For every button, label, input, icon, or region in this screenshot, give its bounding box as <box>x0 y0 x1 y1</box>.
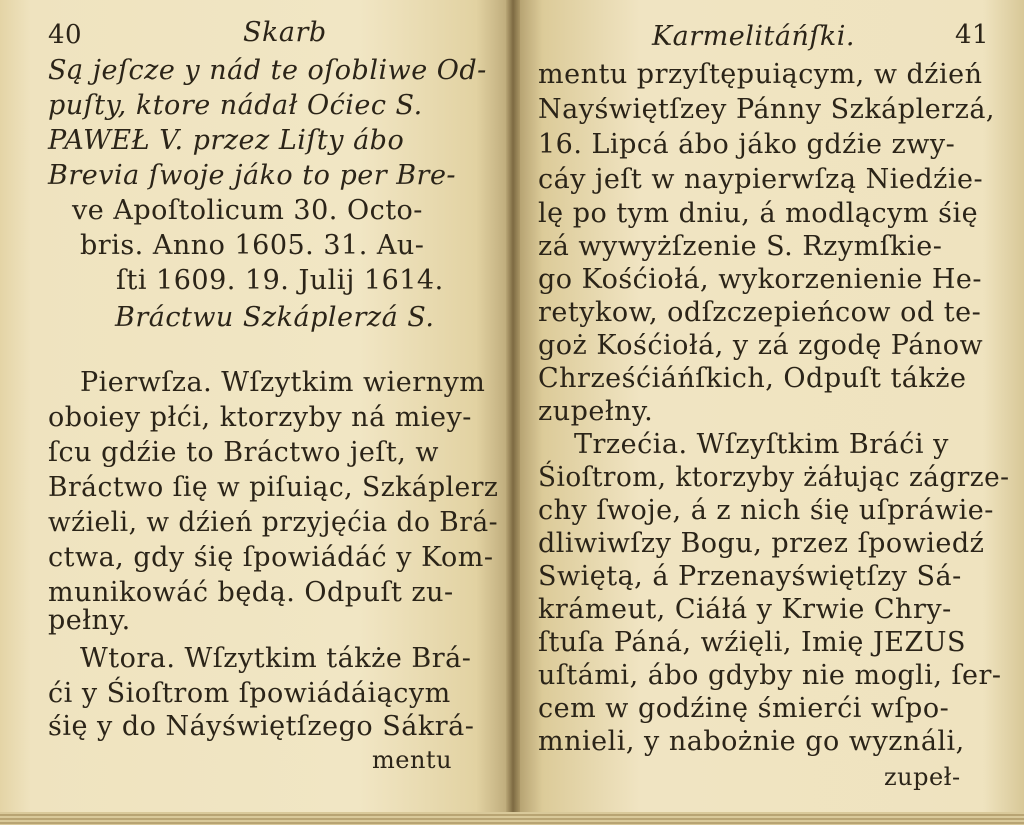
text-line: dliwiwſzy Bogu, przez ſpowiedź <box>538 528 985 559</box>
text-line: munikowáć będą. Odpuſt zu- <box>48 577 454 608</box>
running-head: Skarb <box>243 17 327 48</box>
page-number: 40 <box>48 20 83 50</box>
text-line: pełny. <box>48 605 131 636</box>
text-line: cem w godźinę śmierći wſpo- <box>538 693 950 724</box>
text-line: ſtuſa Páná, wźięli, Imię JEZUS <box>538 627 967 658</box>
text-line: retykow, odſzczepieńcow od te- <box>538 297 982 328</box>
running-head: Karmelitáńſki. <box>652 21 855 52</box>
text-line: wźieli, w dźień przyjęćia do Brá- <box>48 507 499 538</box>
text-line: Są jeſcze y nád te oſobliwe Od- <box>48 55 487 86</box>
section-heading: Bráctwu Szkáplerzá S. <box>115 302 435 333</box>
text-line: ći y Śioſtrom ſpowiádáiącym <box>48 678 451 709</box>
text-line: cáy jeſt w naypierwſzą Niedźie- <box>538 164 984 195</box>
text-line: 16. Lipcá ábo jáko gdźie zwy- <box>538 129 956 160</box>
text-line: Trzećia. Wſzyſtkim Bráći y <box>574 429 949 460</box>
text-line: oboiey płći, ktorzyby ná miey- <box>48 402 472 433</box>
text-line: Nayświętſzey Pánny Szkáplerzá, <box>538 94 995 125</box>
text-line: śię y do Náyświętſzego Sákrá- <box>48 711 475 742</box>
text-line: Śioſtrom, ktorzyby żáłując zágrze- <box>538 462 1010 493</box>
text-line: zupełny. <box>538 396 654 427</box>
text-line: Pierwſza. Wſzytkim wiernym <box>80 367 486 398</box>
text-line: Bráctwo ſię w piſuiąc, Szkáplerz <box>48 472 499 503</box>
text-line: Wtora. Wſzytkim tákże Brá- <box>80 643 472 674</box>
book-gutter <box>506 0 520 825</box>
text-line: mentu przyſtępuiącym, w dźień <box>538 59 983 90</box>
text-line: krámeut, Ciáłá y Krwie Chry- <box>538 594 952 625</box>
text-line: PAWEŁ V. przez Liſty ábo <box>48 125 405 156</box>
page-number: 41 <box>955 20 990 50</box>
catchword: mentu <box>372 746 453 774</box>
text-line: go Kośćiołá, wykorzenienie He- <box>538 264 983 295</box>
catchword: zupeł- <box>884 763 961 791</box>
text-line: ſcu gdźie to Bráctwo jeſt, w <box>48 437 439 468</box>
text-line: puſty, ktore nádał Oćiec S. <box>48 90 423 121</box>
text-line: ctwa, gdy śię ſpowiádáć y Kom- <box>48 542 494 573</box>
text-line: bris. Anno 1605. 31. Au- <box>80 230 425 261</box>
text-line: Swiętą, á Przenayświętſzy Sá- <box>538 561 962 592</box>
text-line: ve Apoſtolicum 30. Octo- <box>72 195 423 226</box>
page-edges <box>0 812 1024 825</box>
text-line: chy ſwoje, á z nich śię uſpráwie- <box>538 495 994 526</box>
text-line: zá wywyżſzenie S. Rzymſkie- <box>538 231 943 262</box>
text-line: Chrześćiáńſkich, Odpuſt tákże <box>538 363 967 394</box>
text-line: mnieli, y nabożnie go wyználi, <box>538 726 965 757</box>
right-page <box>512 0 1024 825</box>
text-line: uſtámi, ábo gdyby nie mogli, ſer- <box>538 660 1002 691</box>
text-line: ſti 1609. 19. Julij 1614. <box>116 265 444 296</box>
text-line: goż Kośćiołá, y zá zgodę Pánow <box>538 330 984 361</box>
text-line: lę po tym dniu, á modlącym śię <box>538 198 979 229</box>
text-line: Brevia ſwoje jáko to per Bre- <box>48 160 457 191</box>
